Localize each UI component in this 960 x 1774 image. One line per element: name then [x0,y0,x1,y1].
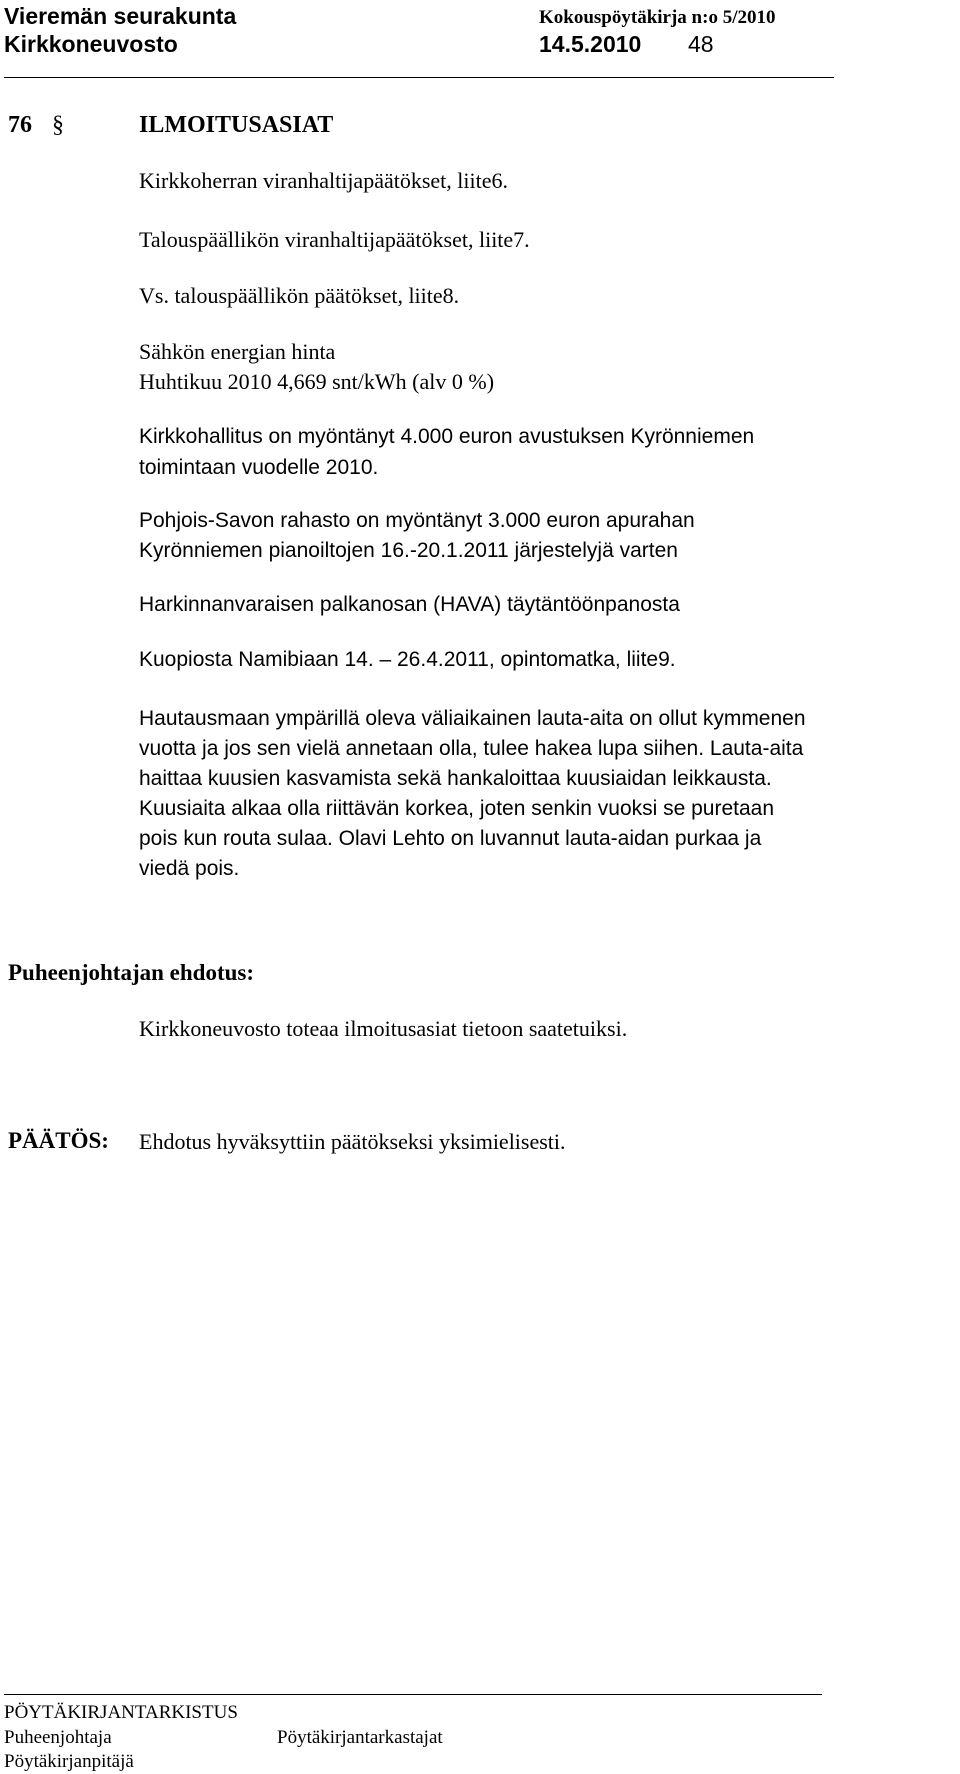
header-divider [4,77,834,78]
meeting-body: Kirkkoneuvosto [4,31,178,57]
section-number: 76 [8,112,32,138]
footer-title: PÖYTÄKIRJANTARKISTUS [4,1702,238,1723]
decision-text: Ehdotus hyväksyttiin päätökseksi yksimielisesti. [139,1129,566,1154]
item-line: Huhtikuu 2010 4,669 snt/kWh (alv 0 %) [139,369,495,394]
item-line: Sähkön energian hinta [139,339,336,364]
paragraph-line: haittaa kuusien kasvamista sekä hankaloittaa kuusiaidan leikkausta. [139,767,772,790]
item-line: Kuopiosta Namibiaan 14. – 26.4.2011, opintomatka, liite9. [139,648,676,671]
item-line: Vs. talouspäällikön päätökset, liite8. [139,283,460,308]
footer-inspectors: Pöytäkirjantarkastajat [277,1727,443,1748]
item-line: Kyrönniemen pianoiltojen 16.-20.1.2011 järjestelyjä varten [139,539,678,562]
item-line: toimintaan vuodelle 2010. [139,456,379,479]
paragraph-line: pois kun routa sulaa. Olavi Lehto on luvannut lauta-aidan purkaa ja [139,827,762,850]
footer-divider [4,1694,822,1695]
proposal-text: Kirkkoneuvosto toteaa ilmoitusasiat tietoon saatetuiksi. [139,1016,628,1041]
item-line: Harkinnanvaraisen palkanosan (HAVA) täytäntöönpanosta [139,593,680,616]
item-line: Kirkkohallitus on myöntänyt 4.000 euron avustuksen Kyrönniemen [139,425,755,448]
page-number: 48 [688,31,714,57]
organization-name: Vieremän seurakunta [4,3,237,29]
section-symbol: § [52,112,64,138]
section-title: ILMOITUSASIAT [139,112,334,138]
meeting-date: 14.5.2010 [539,31,642,57]
paragraph-line: Kuusiaita alkaa olla riittävän korkea, joten senkin vuoksi se puretaan [139,797,775,820]
protocol-number: Kokouspöytäkirja n:o 5/2010 [539,7,776,28]
item-line: Kirkkoherran viranhaltijapäätökset, liite6. [139,168,508,193]
paragraph-line: Hautausmaan ympärillä oleva väliaikainen lauta-aita on ollut kymmenen [139,707,806,730]
proposal-label: Puheenjohtajan ehdotus: [8,960,255,985]
paragraph-line: vuotta ja jos sen vielä annetaan olla, tulee hakea lupa siihen. Lauta-aita [139,737,804,760]
item-line: Pohjois-Savon rahasto on myöntänyt 3.000 euron apurahan [139,509,695,532]
paragraph-line: viedä pois. [139,857,240,880]
footer-keeper: Pöytäkirjanpitäjä [4,1751,134,1772]
footer-chair: Puheenjohtaja [4,1727,112,1748]
item-line: Talouspäällikön viranhaltijapäätökset, liite7. [139,227,530,252]
decision-label: PÄÄTÖS: [8,1128,109,1153]
